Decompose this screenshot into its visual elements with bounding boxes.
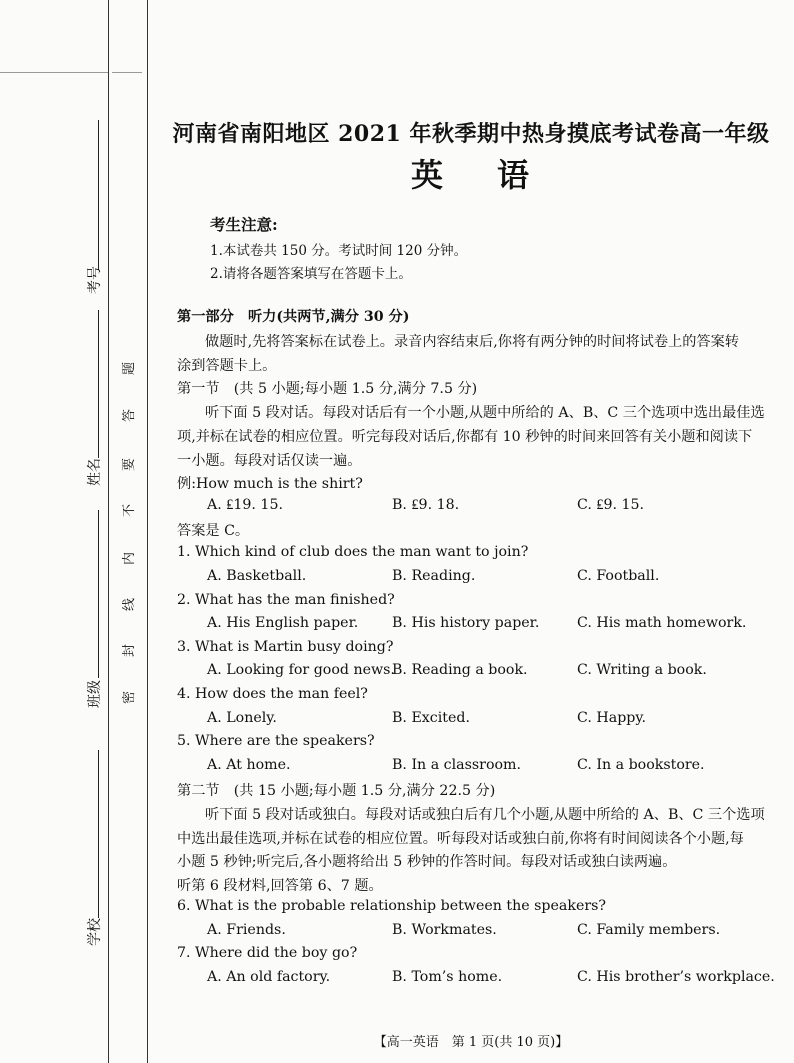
option-b: B. Excited. xyxy=(392,710,470,726)
option-c: C. In a bookstore. xyxy=(577,757,705,773)
option-b: B. Reading a book. xyxy=(392,662,528,678)
option-c: C. His math homework. xyxy=(577,615,747,631)
example-option-a: A. ₤19. 15. xyxy=(207,497,283,513)
question-7: 7. Where did the boy go? xyxy=(177,945,358,961)
question-5: 5. Where are the speakers? xyxy=(177,733,375,749)
section1-intro: 项,并标在试卷的相应位置。听完每段对话后,你都有 10 秒钟的时间来回答有关小题和阅读下 xyxy=(177,429,753,445)
subject-title xyxy=(148,150,794,196)
option-c: C. Writing a book. xyxy=(577,662,707,678)
option-b: B. In a classroom. xyxy=(392,757,521,773)
seal-char: 题 xyxy=(122,361,138,376)
part1-intro: 做题时,先将答案标在试卷上。录音内容结束后,你将有两分钟的时间将试卷上的答案转 xyxy=(205,334,739,350)
option-a: A. His English paper. xyxy=(207,615,359,631)
margin-tick xyxy=(112,72,142,73)
margin-tick xyxy=(0,72,108,73)
section2-intro: 听下面 5 段对话或独白。每段对话或独白后有几个小题,从题中所给的 A、B、C 三个选项 xyxy=(205,807,765,823)
option-a: A. An old factory. xyxy=(207,969,331,985)
class-blank[interactable] xyxy=(98,510,99,678)
option-c: C. Football. xyxy=(577,568,660,584)
seal-char: 封 xyxy=(122,643,138,658)
question-4: 4. How does the man feel? xyxy=(177,686,368,702)
notice-item: 2.请将各题答案填写在答题卡上。 xyxy=(210,266,412,282)
margin-line-outer xyxy=(108,0,109,1063)
option-a: A. Looking for good news. xyxy=(207,662,395,678)
option-a: A. Friends. xyxy=(207,922,286,938)
section1-intro: 一小题。每段对话仅读一遍。 xyxy=(177,453,362,469)
question-3: 3. What is Martin busy doing? xyxy=(177,639,394,655)
seal-char: 不 xyxy=(122,503,138,518)
school-label: 学校 xyxy=(87,918,103,946)
page-footer: 【高一英语 第 1 页(共 10 页)】 xyxy=(373,1035,569,1050)
question-1: 1. Which kind of club does the man want to join? xyxy=(177,544,529,560)
example-option-c: C. ₤9. 15. xyxy=(577,497,645,513)
exam-no-blank[interactable] xyxy=(98,120,99,270)
seal-char: 内 xyxy=(122,551,138,566)
school-blank[interactable] xyxy=(98,750,99,918)
option-b: B. His history paper. xyxy=(392,615,540,631)
seal-char: 要 xyxy=(122,457,138,472)
section2-heading: 第二节 (共 15 小题;每小题 1.5 分,满分 22.5 分) xyxy=(177,783,496,799)
name-label: 姓名 xyxy=(87,458,103,486)
option-c: C. His brother’s workplace. xyxy=(577,969,775,985)
option-b: B. Workmates. xyxy=(392,922,497,938)
seal-char: 密 xyxy=(122,690,138,705)
example-answer: 答案是 C。 xyxy=(177,523,250,539)
subject-char-1: 英 xyxy=(410,156,445,194)
question-2: 2. What has the man finished? xyxy=(177,592,395,608)
seal-char: 答 xyxy=(122,408,138,423)
exam-title: 河南省南阳地区 2021 年秋季期中热身摸底考试卷高一年级 xyxy=(172,121,770,147)
notice-item: 1.本试卷共 150 分。考试时间 120 分钟。 xyxy=(210,243,468,259)
section2-intro: 小题 5 秒钟;听完后,各小题将给出 5 秒钟的作答时间。每段对话或独白读两遍。 xyxy=(177,854,677,870)
section1-intro: 听下面 5 段对话。每段对话后有一个小题,从题中所给的 A、B、C 三个选项中选出最佳选 xyxy=(205,405,765,421)
option-a: A. Basketball. xyxy=(207,568,307,584)
option-c: C. Happy. xyxy=(577,710,647,726)
option-a: A. Lonely. xyxy=(207,710,277,726)
option-c: C. Family members. xyxy=(577,922,721,938)
notice-title: 考生注意: xyxy=(210,215,278,234)
subject-char-2: 语 xyxy=(497,156,532,194)
option-b: B. Reading. xyxy=(392,568,476,584)
seal-char: 线 xyxy=(122,597,138,612)
part1-intro: 涂到答题卡上。 xyxy=(177,358,277,374)
material-6-label: 听第 6 段材料,回答第 6、7 题。 xyxy=(177,878,383,894)
section2-intro: 中选出最佳选项,并标在试卷的相应位置。听每段对话或独白前,你将有时间阅读各个小题,每 xyxy=(177,831,744,847)
question-6: 6. What is the probable relationship between the speakers? xyxy=(177,898,607,914)
option-a: A. At home. xyxy=(207,757,291,773)
example-question: 例:How much is the shirt? xyxy=(177,476,363,492)
example-option-b: B. ₤9. 18. xyxy=(392,497,460,513)
exam-no-label: 考号 xyxy=(87,266,103,294)
class-label: 班级 xyxy=(87,680,103,708)
section1-heading: 第一节 (共 5 小题;每小题 1.5 分,满分 7.5 分) xyxy=(177,381,478,397)
name-blank[interactable] xyxy=(98,310,99,458)
option-b: B. Tom’s home. xyxy=(392,969,503,985)
part1-heading: 第一部分 听力(共两节,满分 30 分) xyxy=(177,309,410,325)
